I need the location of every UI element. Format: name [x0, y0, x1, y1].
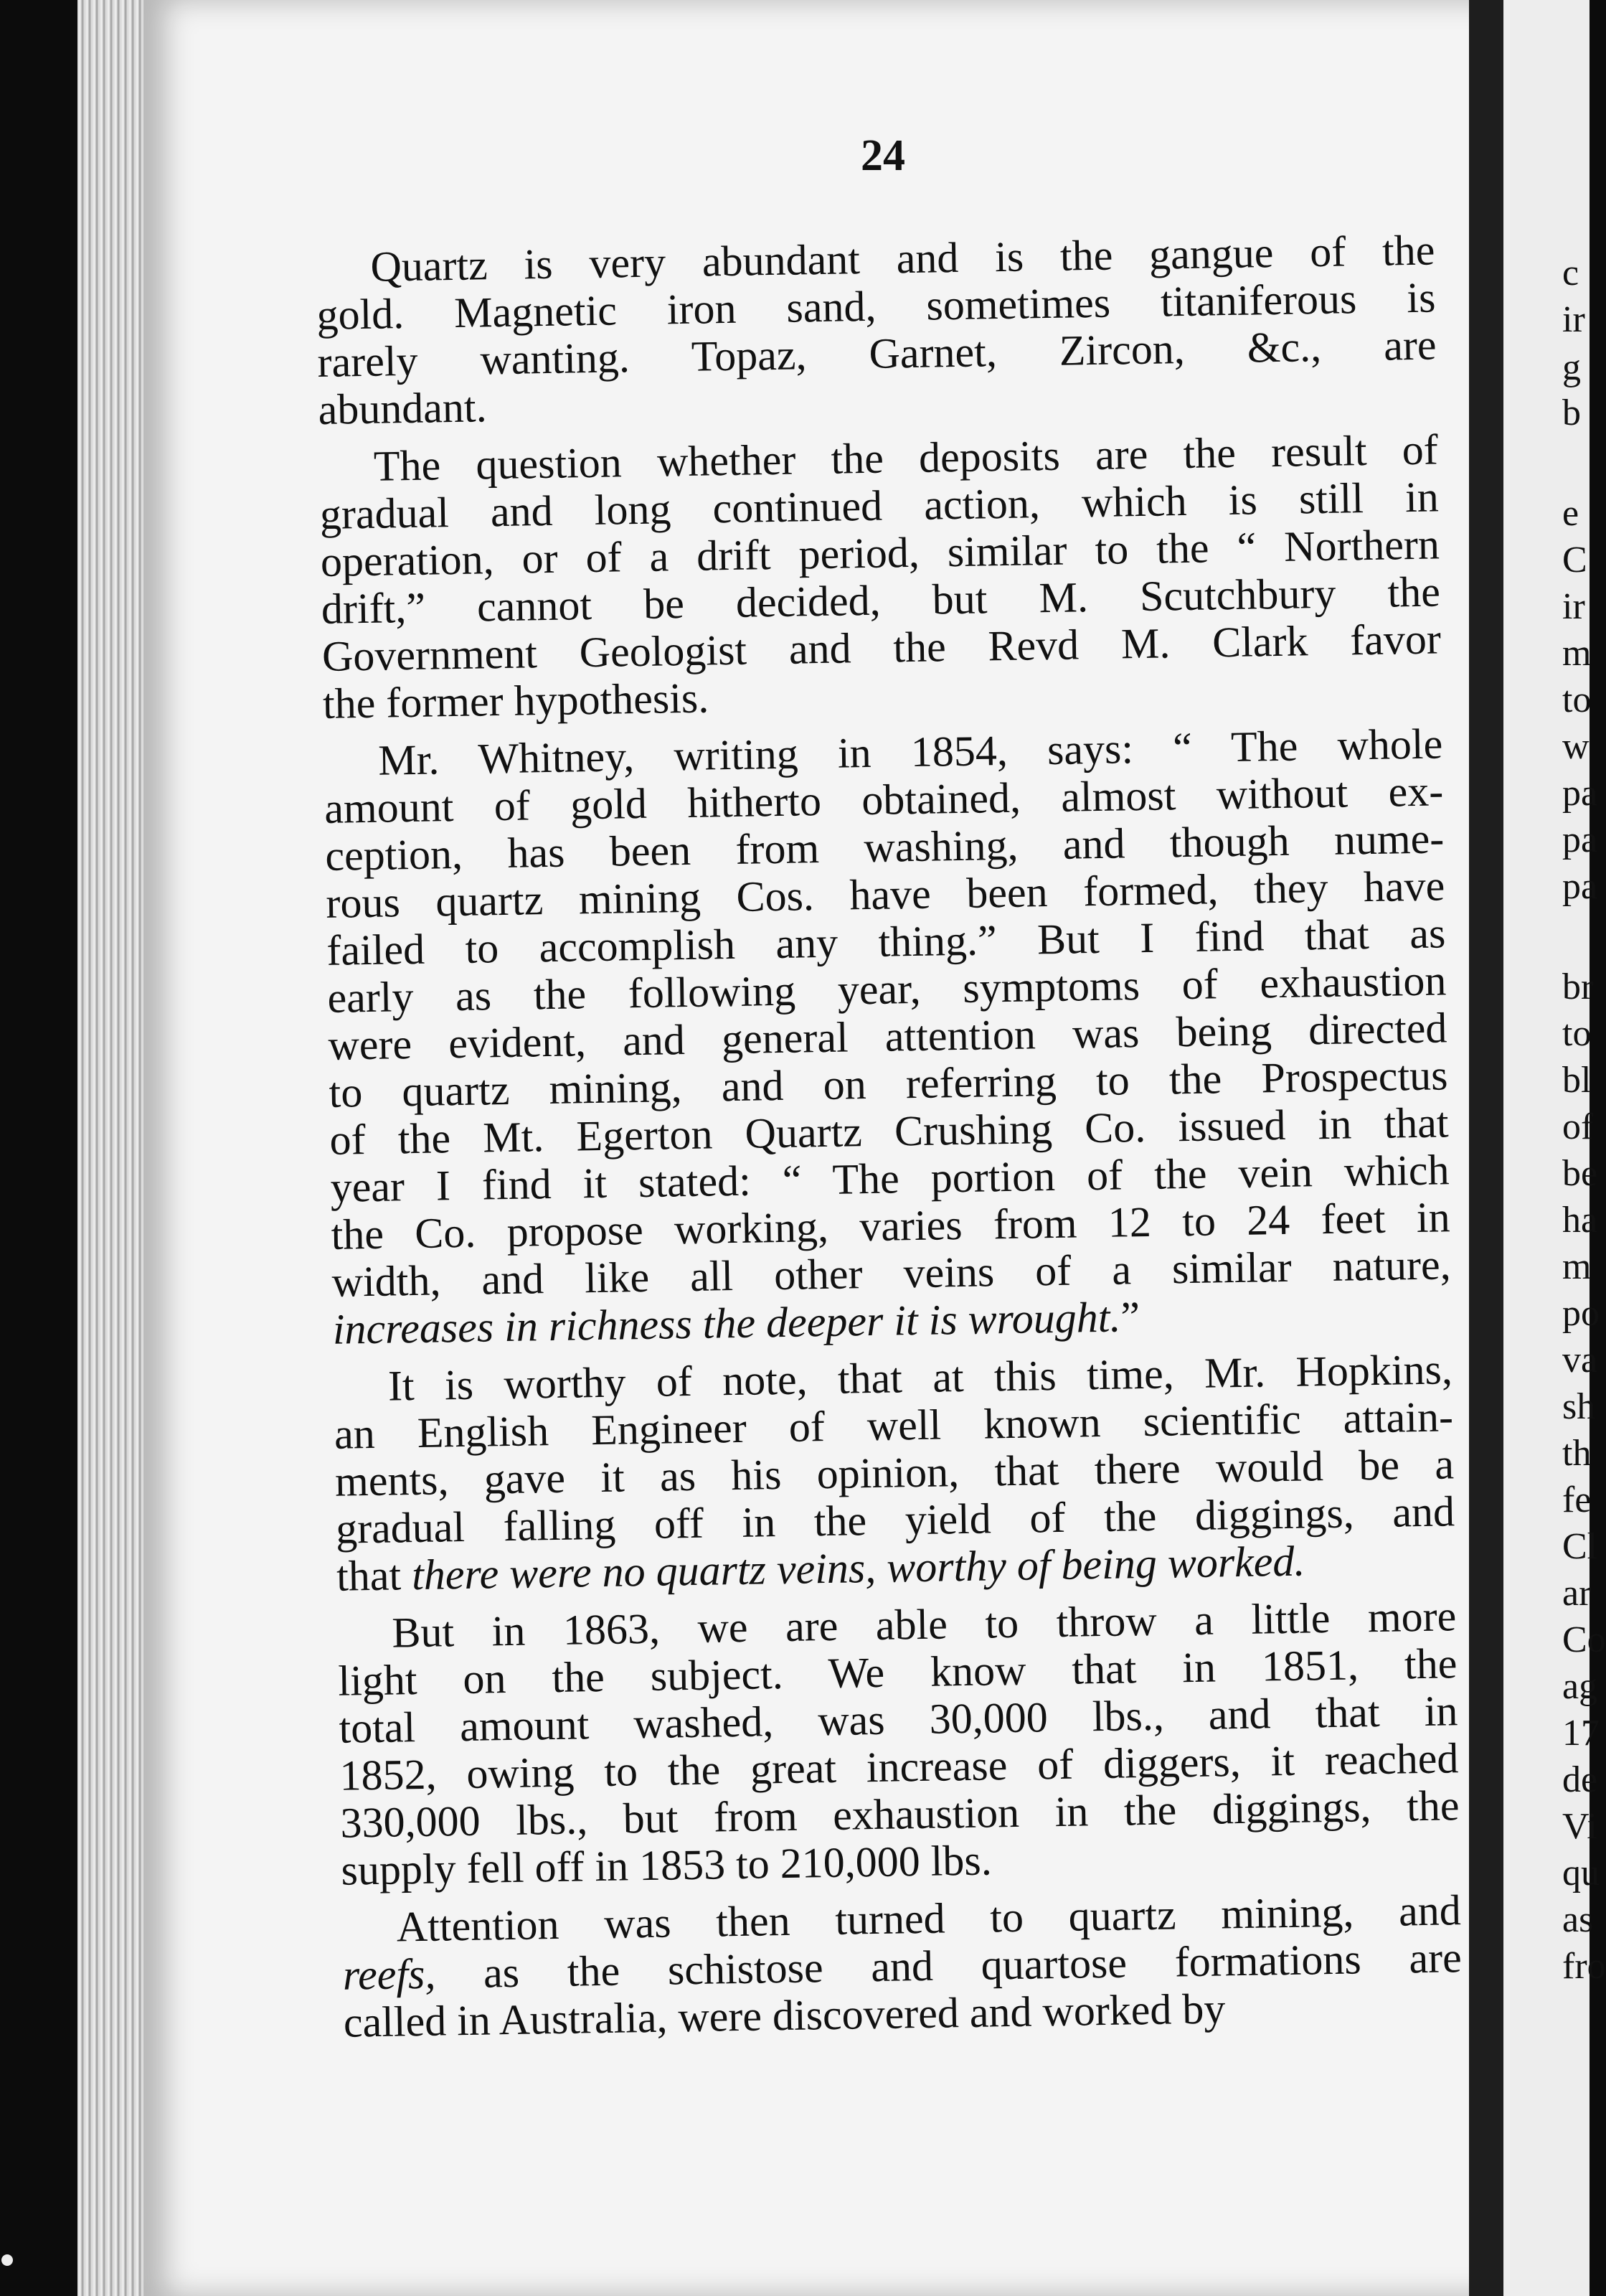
text-line: Attention was then turned to quartz mining, and — [396, 1886, 1462, 1951]
text-line: failed to accomplish any thing.” But I find that as — [326, 909, 1446, 974]
facing-page-text: c — [1562, 253, 1579, 293]
text-line: operation, or of a drift period, similar to the “ Northern — [320, 520, 1440, 585]
facing-page-text: be — [1562, 1153, 1598, 1194]
text-line: the former hypothesis. — [322, 674, 709, 728]
text-line: the Co. propose working, varies from 12 to 24 feet in — [331, 1193, 1451, 1258]
facing-page-text: pa — [1562, 866, 1598, 907]
paragraph — [337, 1592, 1460, 1893]
facing-page-text: fe — [1562, 1479, 1592, 1520]
facing-page-text: Vi — [1562, 1806, 1597, 1847]
facing-page-text: w — [1562, 726, 1590, 767]
facing-page-text: ir — [1562, 586, 1585, 627]
text-line: gradual falling off in the yield of the diggings, and — [335, 1487, 1455, 1553]
text-line: were evident, and general attention was being directed — [328, 1004, 1447, 1069]
text-line: of the Mt. Egerton Quartz Crushing Co. issued in that — [329, 1098, 1449, 1164]
facing-page-text: to — [1562, 1013, 1592, 1054]
facing-page-text: Co — [1562, 1619, 1606, 1660]
paragraph — [341, 1886, 1463, 2046]
text-line: width, and like all other veins of a similar nature, — [331, 1241, 1452, 1306]
text-line: called in Australia, were discovered and worked by — [343, 1985, 1226, 2046]
facing-page-text: m — [1562, 1246, 1592, 1287]
scan-artifact-dot — [1, 2254, 13, 2266]
facing-page-text: C — [1562, 540, 1587, 580]
text-line: amount of gold hitherto obtained, almost without ex- — [323, 767, 1444, 832]
facing-page-text: ar — [1562, 1573, 1592, 1614]
text-line: abundant. — [318, 383, 488, 433]
facing-page-text: bl — [1562, 1060, 1592, 1101]
text-line: rarely wanting. Topaz, Garnet, Zircon, &c., are — [317, 321, 1437, 386]
facing-page-text: ir — [1562, 299, 1585, 340]
book-gutter — [1469, 0, 1503, 2296]
text-line: ments, gave it as his opinion, that there would be a — [334, 1440, 1455, 1505]
text-line: that there were no quartz veins, worthy of being worked. — [336, 1537, 1305, 1600]
facing-page-text: po — [1562, 1293, 1600, 1334]
facing-page-text: of — [1562, 1106, 1594, 1147]
text-line: early as the following year, symptoms of exhaustion — [326, 956, 1447, 1022]
facing-page-text: Cl — [1562, 1526, 1598, 1567]
facing-page-text: pa — [1562, 773, 1598, 814]
paragraph — [316, 226, 1437, 433]
facing-page-text: as — [1562, 1899, 1594, 1940]
facing-page-text: e — [1562, 493, 1579, 534]
facing-page-text: g — [1562, 347, 1581, 388]
text-line: But in 1863, we are able to throw a little more — [391, 1592, 1457, 1657]
facing-page-text: th — [1562, 1433, 1592, 1474]
text-line: Mr. Whitney, writing in 1854, says: “ The whole — [377, 720, 1443, 784]
text-line: The question whether the deposits are the result of — [373, 425, 1439, 490]
text-line: total amount washed, was 30,000 lbs., and that in — [338, 1687, 1458, 1752]
facing-page-text: br — [1562, 966, 1594, 1007]
facing-page-text: fro — [1562, 1946, 1606, 1987]
text-line: supply fell off in 1853 to 210,000 lbs. — [341, 1836, 993, 1894]
facing-page-text: pa — [1562, 819, 1598, 860]
facing-page-text: qu — [1562, 1853, 1600, 1893]
page-number: 24 — [861, 131, 905, 180]
paragraph — [323, 720, 1452, 1352]
text-line: Quartz is very abundant and is the gangue of the — [369, 226, 1435, 291]
text-line: light on the subject. We know that in 1851, the — [337, 1639, 1458, 1705]
text-line: Government Geologist and the Revd M. Clark favor — [321, 615, 1442, 680]
facing-page-text: va — [1562, 1340, 1598, 1380]
text-line: drift,” cannot be decided, but M. Scutchbury the — [321, 568, 1441, 633]
text-line: an English Engineer of well known scientific attain- — [334, 1393, 1454, 1458]
text-line: 330,000 lbs., but from exhaustion in the diggings, the — [340, 1782, 1460, 1847]
text-line: to quartz mining, and on referring to the Prospectus — [329, 1051, 1448, 1116]
facing-page-text: m — [1562, 633, 1592, 674]
text-line: 1852, owing to the great increase of diggers, it reached — [339, 1734, 1459, 1799]
text-line: rous quartz mining Cos. have been formed, they have — [325, 862, 1445, 927]
facing-page-text: sh — [1562, 1386, 1596, 1427]
facing-page-text: ag — [1562, 1666, 1598, 1707]
paragraph — [318, 425, 1442, 727]
text-line: reefs, as the schistose and quartose formations are — [342, 1934, 1463, 1999]
facing-page-text: de — [1562, 1759, 1598, 1800]
body-text — [316, 226, 1463, 2046]
facing-page-text: b — [1562, 392, 1581, 433]
text-line: It is worthy of note, that at this time, Mr. Hopkins, — [387, 1345, 1453, 1410]
text-line: year I find it stated: “ The portion of the vein which — [330, 1146, 1450, 1211]
facing-page-text: ha — [1562, 1200, 1598, 1241]
paragraph — [334, 1345, 1456, 1599]
facing-page-text: 17 — [1562, 1713, 1600, 1754]
text-line: increases in richness the deeper it is wrought.” — [332, 1293, 1140, 1353]
text-line: ception, has been from washing, and though nume- — [324, 814, 1445, 880]
text-line: gold. Magnetic iron sand, sometimes titaniferous is — [316, 273, 1436, 339]
text-line: gradual and long continued action, which is still in — [319, 473, 1440, 538]
facing-page-fragment — [1503, 0, 1606, 2296]
facing-page-text: to — [1562, 679, 1592, 720]
